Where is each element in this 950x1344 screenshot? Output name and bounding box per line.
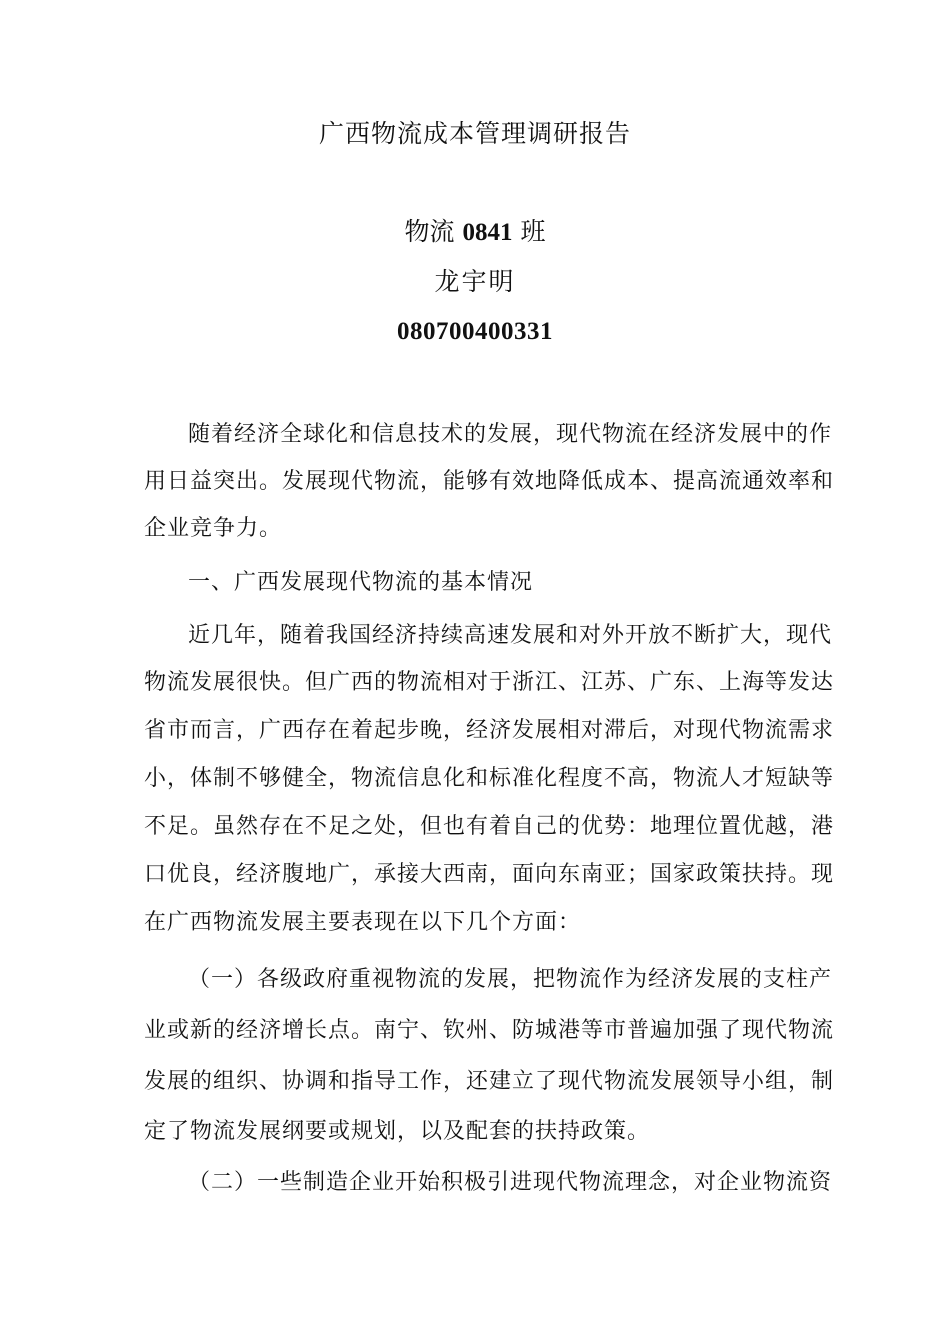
paragraph-2-line-2: 物流发展很快。但广西的物流相对于浙江、江苏、广东、上海等发达 [144, 670, 835, 695]
student-id: 080700400331 [397, 318, 553, 345]
class-name [0, 212, 950, 253]
class-prefix: 物流 [404, 217, 463, 246]
paragraph-2-line-7: 在广西物流发展主要表现在以下几个方面： [144, 910, 582, 935]
paragraph-2-line-4: 小，体制不够健全，物流信息化和标准化程度不高，物流人才短缺等 [144, 766, 835, 791]
paragraph-3-line-4: 定了物流发展纲要或规划，以及配套的扶持政策。 [144, 1119, 651, 1144]
paragraph-2-line-6: 口优良，经济腹地广，承接大西南，面向东南亚；国家政策扶持。现 [144, 862, 835, 887]
paragraph-2-line-1: 近几年，随着我国经济持续高速发展和对外开放不断扩大，现代 [188, 623, 833, 648]
paragraph-1-line-3: 企业竞争力。 [144, 516, 283, 541]
paragraph-1-line-1: 随着经济全球化和信息技术的发展，现代物流在经济发展中的作 [188, 422, 833, 447]
class-number: 0841 [462, 219, 513, 246]
document-title: 广西物流成本管理调研报告 [318, 119, 631, 148]
paragraph-4-line-1: （二）一些制造企业开始积极引进现代物流理念，对企业物流资 [188, 1170, 833, 1195]
paragraph-3-line-3: 发展的组织、协调和指导工作，还建立了现代物流发展领导小组，制 [144, 1069, 835, 1094]
paragraph-3-line-2: 业或新的经济增长点。南宁、钦州、防城港等市普遍加强了现代物流 [144, 1018, 835, 1043]
author-name: 龙宇明 [434, 267, 516, 296]
paragraph-3-line-1: （一）各级政府重视物流的发展，把物流作为经济发展的支柱产 [188, 967, 833, 992]
class-suffix: 班 [512, 217, 546, 246]
paragraph-1-line-2: 用日益突出。发展现代物流，能够有效地降低成本、提高流通效率和 [144, 469, 835, 494]
section-heading-1: 一、广西发展现代物流的基本情况 [188, 570, 534, 595]
paragraph-2-line-5: 不足。虽然存在不足之处，但也有着自己的优势：地理位置优越，港 [144, 814, 835, 839]
paragraph-2-line-3: 省市而言，广西存在着起步晚，经济发展相对滞后，对现代物流需求 [144, 718, 835, 743]
